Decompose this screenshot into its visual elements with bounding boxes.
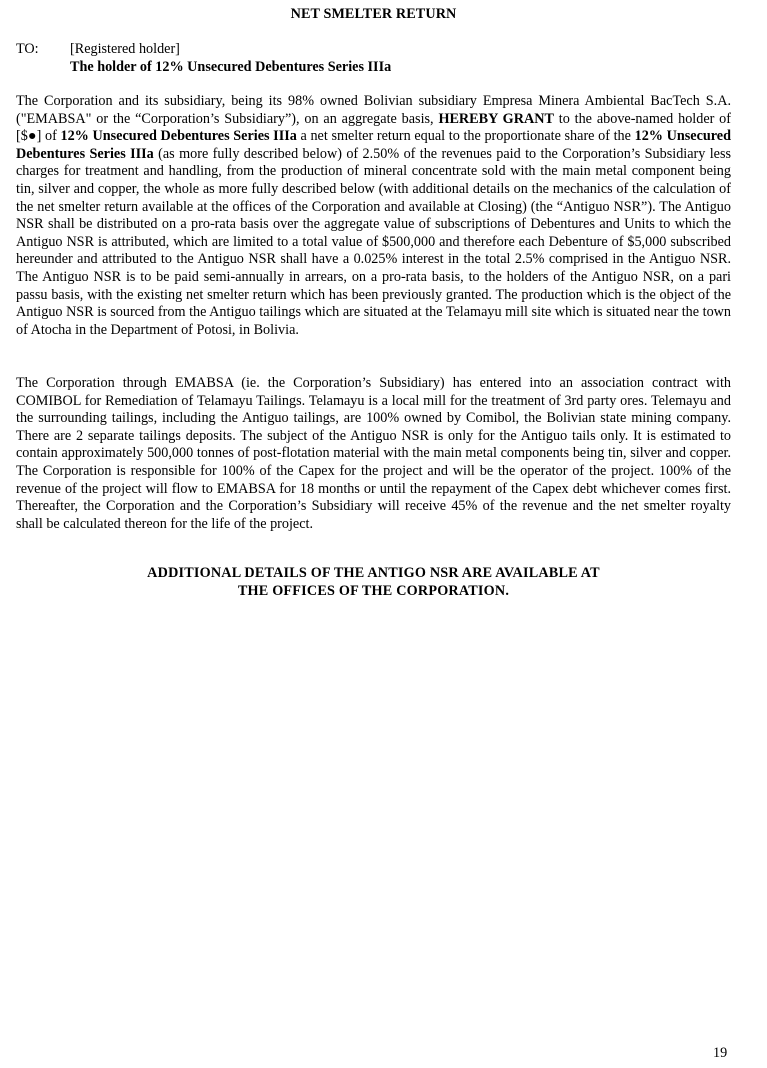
registered-holder-placeholder: [Registered holder] xyxy=(70,41,180,57)
additional-details-notice xyxy=(16,564,731,600)
document-title: NET SMELTER RETURN xyxy=(290,6,457,22)
grant-text-4: (as more fully described below) of 2.50% of the revenues paid to the Corporation’s Subsidiary less charges for treatment and handling, from the production of mineral concentrate sold with the main metal component being tin, silver and copper, the whole as more fully described below (with additional details on the mechanics of the calculation of the net smelter return available at the offices of the Corporation and available at Closing) (the “Antiguo NSR”). The Antiguo NSR shall be distributed on a pro-rata basis over the aggregate value of subscriptions of Debentures and Units to which the Antiguo NSR is attributed, which are limited to a total value of $500,000 and therefore each Debenture of $5,000 subscribed hereunder and attributed to the Antiguo NSR shall have a 0.025% interest in the total 2.5% comprised in the Antiguo NSR. The Antiguo NSR is to be paid semi-annually in arrears, on a pro-rata basis, to the holders of the Antiguo NSR, on a pari passu basis, with the existing net smelter return which has been previously granted. The production which is the object of the Antiguo NSR is sourced from the Antiguo tailings which are situated at the Telamayu mill site which is situated near the town of Atocha in the Department of Potosi, in Bolivia. xyxy=(16,145,732,338)
page-number: 19 xyxy=(713,1045,728,1061)
grant-paragraph xyxy=(16,93,731,339)
association-contract-paragraph: The Corporation through EMABSA (ie. the Corporation’s Subsidiary) has entered into an association contract with COMIBOL for Remediation of Telamayu Tailings. Telamayu is a local mill for the treatment of 3rd party ores. Telemayu and the surrounding tailings, including the Antiguo tailings, are 100% owned by Comibol, the Bolivian state mining company. There are 2 separate tailings deposits. The subject of the Antiguo NSR is only for the Antiguo tails only. It is estimated to contain approximately 500,000 tonnes of post-flotation material with the main metal components being tin, silver and copper. The Corporation is responsible for 100% of the Capex for the project and will be the operator of the project. 100% of the revenue of the project will flow to EMABSA for 18 months or until the repayment of the Capex debt whichever comes first. Thereafter, the Corporation and the Corporation’s Subsidiary will receive 45% of the revenue and the net smelter royalty shall be calculated thereon for the life of the project. xyxy=(16,375,731,532)
hereby-grant-bold: HEREBY GRANT xyxy=(438,110,554,127)
grant-text-1: The Corporation and its subsidiary, being its 98% owned Bolivian subsidiary Empresa Minera Ambiental BacTech S.A. ("EMABSA" or the “Corporation’s Subsidiary”), on an aggregate basis, xyxy=(16,93,731,127)
holder-description: The holder of 12% Unsecured Debentures Series IIIa xyxy=(70,59,392,75)
grant-text-2: to the above-named holder of [$●] of xyxy=(16,110,732,145)
closing-line-1: ADDITIONAL DETAILS OF THE ANTIGO NSR ARE AVAILABLE AT xyxy=(147,565,600,581)
debenture-series-bold-1: 12% Unsecured Debentures Series IIIa xyxy=(60,128,297,145)
closing-line-2: THE OFFICES OF THE CORPORATION. xyxy=(237,583,510,599)
grant-text-3: a net smelter return equal to the proportionate share of the xyxy=(296,128,635,145)
debenture-series-bold-2: 12% Unsecured Debentures Series IIIa xyxy=(16,128,731,162)
to-label: TO: xyxy=(16,41,39,57)
